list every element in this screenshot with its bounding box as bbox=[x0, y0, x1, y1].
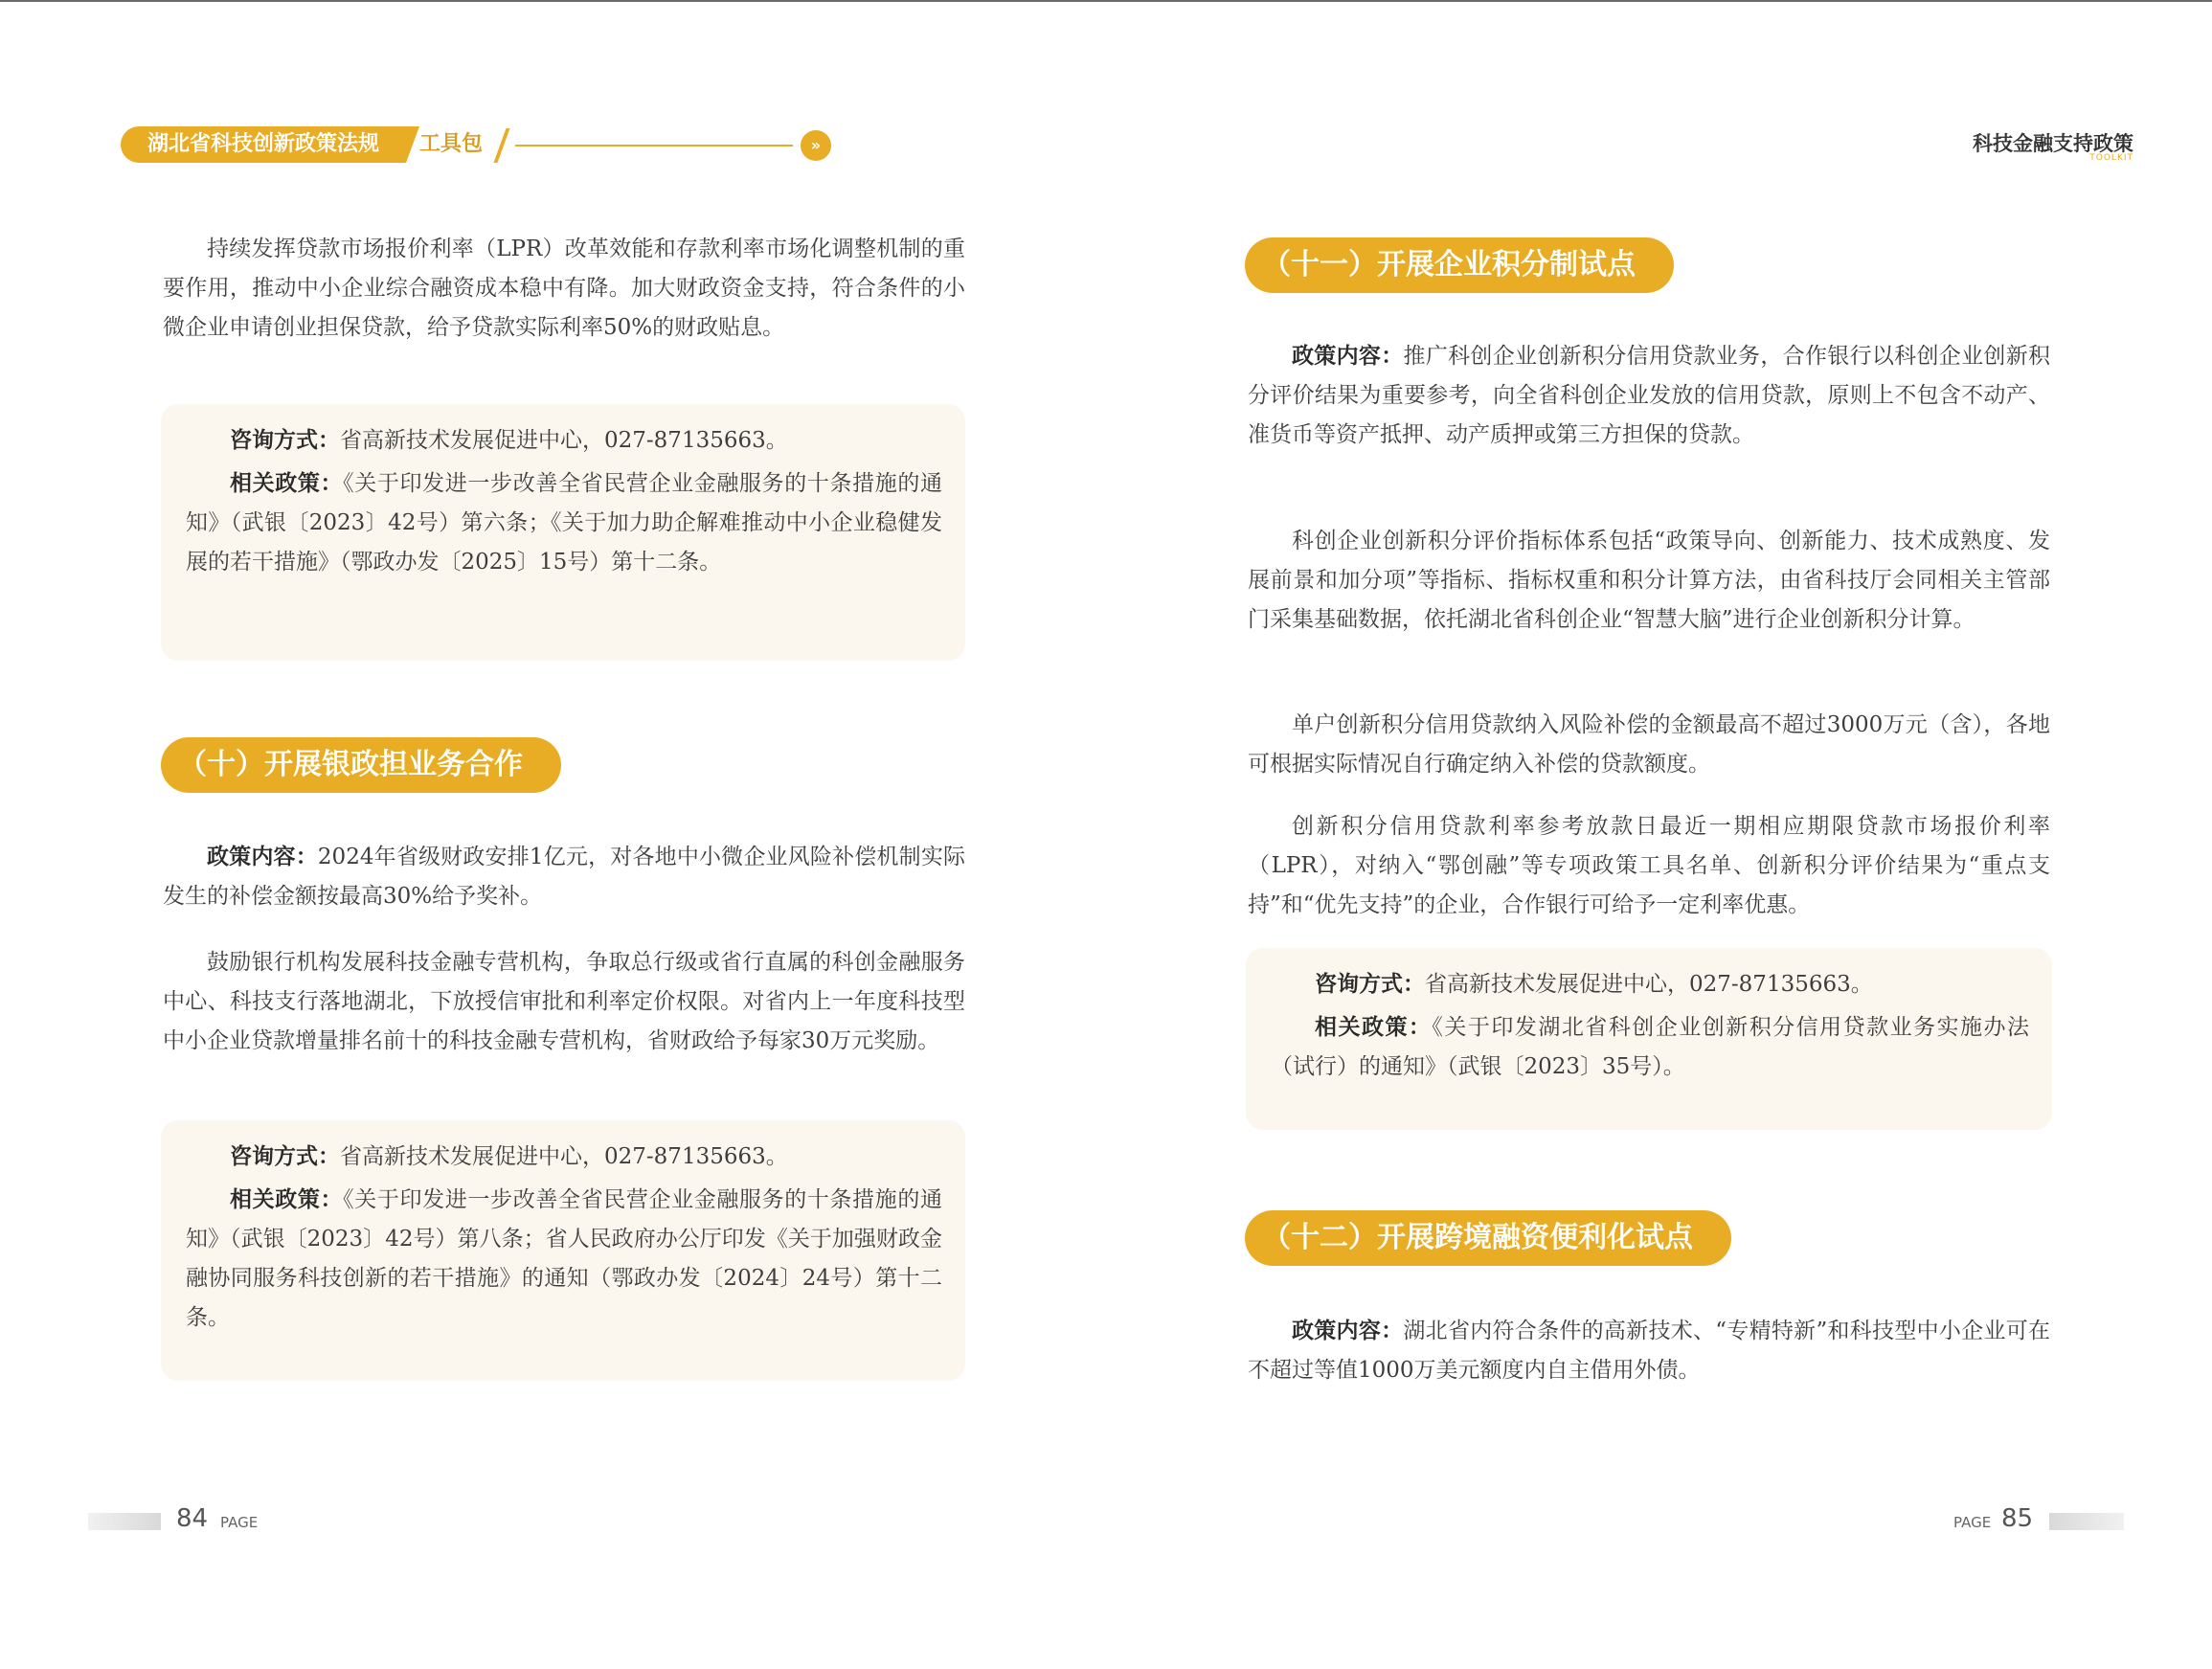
footer-bar bbox=[2049, 1513, 2124, 1530]
content-text: 2024年省级财政安排1亿元，对各地中小微企业风险补偿机制实际发生的补偿金额按最高30%给予奖补。 bbox=[163, 845, 966, 909]
consult-label: 咨询方式： bbox=[1315, 972, 1425, 997]
consult-text: 省高新技术发展促进中心，027-87135663。 bbox=[340, 428, 788, 453]
header-right-subtitle: TOOLKIT bbox=[2089, 153, 2133, 163]
arrow-right-icon: » bbox=[801, 130, 831, 161]
section-11-paragraph-4: 创新积分信用贷款利率参考放款日最近一期相应期限贷款市场报价利率（LPR），对纳入“鄂创融”等专项政策工具名单、创新积分评价结果为“重点支持”和“优先支持”的企业，合作银行可给予一定利率优惠。 bbox=[1248, 814, 2050, 917]
page-label: PAGE bbox=[220, 1514, 259, 1531]
content-text: 湖北省内符合条件的高新技术、“专精特新”和科技型中小企业可在不超过等值1000万美元额度内自主借用外债。 bbox=[1248, 1319, 2050, 1383]
consult-label: 咨询方式： bbox=[230, 428, 340, 453]
header-right-title: 科技金融支持政策 bbox=[1973, 132, 2133, 155]
policy-text: 《关于印发湖北省科创企业创新积分信用贷款业务实施办法（试行）的通知》（武银〔2023〕35号）。 bbox=[1271, 1015, 2030, 1079]
policy-text: 《关于印发进一步改善全省民营企业金融服务的十条措施的通知》（武银〔2023〕42号）第六条；《关于加力助企解难推动中小企业稳健发展的若干措施》（鄂政办发〔2025〕15号）第十二条。 bbox=[186, 471, 943, 575]
policy-label: 相关政策： bbox=[230, 1187, 344, 1212]
policy-text: 《关于印发进一步改善全省民营企业金融服务的十条措施的通知》（武银〔2023〕42号）第八条；省人民政府办公厅印发《关于加强财政金融协同服务科技创新的若干措施》的通知（鄂政办发〔2024〕24号）第十二条。 bbox=[186, 1187, 943, 1330]
consult-label: 咨询方式： bbox=[230, 1144, 340, 1169]
intro-paragraph: 持续发挥贷款市场报价利率（LPR）改革效能和存款利率市场化调整机制的重要作用，推动中小企业综合融资成本稳中有降。加大财政资金支持，符合条件的小微企业申请创业担保贷款，给予贷款实际利率50%的财政贴息。 bbox=[163, 237, 965, 340]
page-number: 85 bbox=[2001, 1504, 2034, 1533]
content-text: 推广科创企业创新积分信用贷款业务，合作银行以科创企业创新积分评价结果为重要参考，向全省科创企业发放的信用贷款，原则上不包含不动产、准货币等资产抵押、动产质押或第三方担保的贷款。 bbox=[1248, 344, 2051, 447]
consult-line bbox=[1271, 965, 2029, 1004]
consult-text: 省高新技术发展促进中心，027-87135663。 bbox=[1425, 972, 1873, 997]
page-number: 84 bbox=[176, 1504, 209, 1533]
policy-label: 相关政策： bbox=[230, 471, 344, 496]
section-11-content bbox=[1248, 337, 2050, 455]
section-12-title: （十二）开展跨境融资便利化试点 bbox=[1245, 1210, 1731, 1266]
page-label: PAGE bbox=[1953, 1514, 1992, 1531]
header-subtitle: 工具包 bbox=[419, 132, 484, 156]
info-box-3 bbox=[1246, 948, 2052, 1130]
policy-line bbox=[1271, 1008, 2029, 1087]
policy-label: 相关政策： bbox=[1315, 1015, 1433, 1040]
content-label: 政策内容： bbox=[1292, 344, 1404, 369]
section-11-title: （十一）开展企业积分制试点 bbox=[1245, 237, 1674, 293]
section-12-content bbox=[1248, 1312, 2050, 1390]
section-11-paragraph-3: 单户创新积分信用贷款纳入风险补偿的金额最高不超过3000万元（含），各地可根据实际情况自行确定纳入补偿的贷款额度。 bbox=[1248, 712, 2050, 777]
header-title: 湖北省科技创新政策法规 bbox=[121, 126, 406, 163]
content-label: 政策内容： bbox=[207, 845, 318, 869]
content-label: 政策内容： bbox=[1292, 1319, 1404, 1343]
section-10-title: （十）开展银政担业务合作 bbox=[161, 737, 561, 793]
consult-text: 省高新技术发展促进中心，027-87135663。 bbox=[340, 1144, 788, 1169]
section-11-paragraph-2: 科创企业创新积分评价指标体系包括“政策导向、创新能力、技术成熟度、发展前景和加分项”等指标、指标权重和积分计算方法，由省科技厅会同相关主管部门采集基础数据，依托湖北省科创企业“智慧大脑”进行企业创新积分计算。 bbox=[1248, 529, 2050, 632]
section-10-paragraph-2: 鼓励银行机构发展科技金融专营机构，争取总行级或省行直属的科创金融服务中心、科技支行落地湖北，下放授信审批和利率定价权限。对省内上一年度科技型中小企业贷款增量排名前十的科技金融专营机构，省财政给予每家30万元奖励。 bbox=[163, 950, 965, 1053]
